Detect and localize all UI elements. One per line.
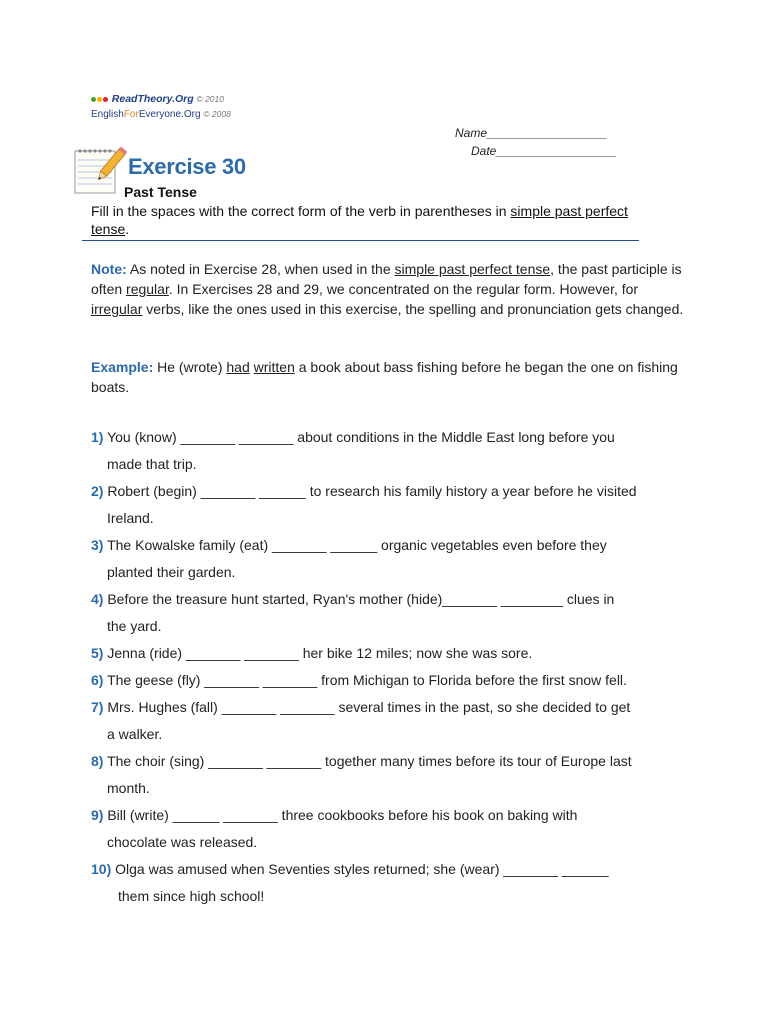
- example-underline-2: written: [253, 359, 295, 375]
- item-text: Olga was amused when Seventies styles returned; she (wear) _______ ______: [111, 861, 609, 877]
- example-label: Example:: [91, 359, 154, 375]
- note-text-4: verbs, like the ones used in this exercise, the spelling and pronunciation gets changed.: [142, 301, 684, 317]
- divider-line: [82, 240, 639, 241]
- item-text: Robert (begin) _______ ______ to research his family history a year before he visited: [103, 483, 637, 499]
- logo2-english: English: [91, 109, 124, 120]
- readtheory-logo: [91, 93, 224, 105]
- logo-dots-icon: [91, 94, 109, 105]
- exercise-item: [91, 586, 691, 640]
- item-text: Jenna (ride) _______ _______ her bike 12 miles; now she was sore.: [103, 645, 533, 661]
- item-continuation: planted their garden.: [107, 564, 236, 580]
- note-paragraph: [91, 259, 691, 319]
- instructions-text: Fill in the spaces with the correct form of the verb in parentheses in: [91, 203, 511, 219]
- note-text-3: . In Exercises 28 and 29, we concentrated on the regular form. However, for: [168, 281, 639, 297]
- instructions-underlined: simple past perfect tense: [91, 203, 628, 237]
- item-number: 6): [91, 672, 104, 688]
- item-number: 8): [91, 753, 104, 769]
- item-text: Bill (write) ______ _______ three cookbooks before his book on baking with: [103, 807, 578, 823]
- item-number: 2): [91, 483, 104, 499]
- item-number: 10): [91, 861, 112, 877]
- item-number: 7): [91, 699, 104, 715]
- exercise-item: [91, 802, 691, 856]
- logo-copyright: © 2010: [196, 94, 224, 104]
- notepad-pencil-icon: [72, 144, 128, 196]
- exercise-item: [91, 640, 691, 667]
- item-continuation: Ireland.: [107, 510, 154, 526]
- exercise-title: Exercise 30: [128, 154, 246, 179]
- example-text-3: a book about bass fishing before he began the one on fishing boats.: [91, 359, 678, 395]
- item-continuation: month.: [107, 780, 150, 796]
- example-underline-1: had: [226, 359, 250, 375]
- item-number: 1): [91, 429, 104, 445]
- exercise-item: [91, 748, 691, 802]
- note-text-1: As noted in Exercise 28, when used in the: [126, 261, 395, 277]
- instructions: [91, 202, 651, 238]
- item-continuation: them since high school!: [118, 888, 265, 904]
- item-text: Mrs. Hughes (fall) _______ _______ several times in the past, so she decided to get: [103, 699, 631, 715]
- exercise-item: [91, 667, 691, 694]
- item-number: 9): [91, 807, 104, 823]
- example-paragraph: [91, 357, 691, 397]
- item-continuation: a walker.: [107, 726, 163, 742]
- exercise-items: [91, 424, 691, 910]
- item-number: 4): [91, 591, 104, 607]
- item-text: Before the treasure hunt started, Ryan's mother (hide)_______ ________ clues in: [103, 591, 615, 607]
- item-continuation: the yard.: [107, 618, 162, 634]
- item-number: 5): [91, 645, 104, 661]
- englishforeveryone-logo: [91, 109, 231, 120]
- exercise-item: [91, 694, 691, 748]
- name-date-fields: [455, 124, 616, 160]
- exercise-item: [91, 424, 691, 478]
- item-text: The Kowalske family (eat) _______ ______ organic vegetables even before they: [103, 537, 607, 553]
- note-underline-2: regular: [126, 281, 169, 297]
- exercise-item: [91, 532, 691, 586]
- logo2-everyone: Everyone: [138, 109, 182, 120]
- note-label: Note:: [91, 261, 127, 277]
- note-underline-3: irregular: [91, 301, 143, 317]
- name-field[interactable]: Name__________________: [455, 126, 608, 140]
- logo2-for: For: [123, 109, 139, 120]
- exercise-subtitle: Past Tense: [124, 184, 197, 200]
- note-underline-1: simple past perfect tense: [394, 261, 551, 277]
- item-text: You (know) _______ _______ about conditions in the Middle East long before you: [103, 429, 615, 445]
- item-text: The choir (sing) _______ _______ together many times before its tour of Europe last: [103, 753, 632, 769]
- logo2-copyright: © 2008: [203, 109, 231, 119]
- exercise-item: [91, 856, 691, 910]
- item-continuation: made that trip.: [107, 456, 197, 472]
- item-continuation: chocolate was released.: [107, 834, 258, 850]
- note-text-2: , the past participle is often: [91, 261, 682, 297]
- instructions-end: .: [125, 221, 130, 237]
- item-text: The geese (fly) _______ _______ from Michigan to Florida before the first snow fell.: [103, 672, 627, 688]
- item-number: 3): [91, 537, 104, 553]
- exercise-item: [91, 478, 691, 532]
- date-field[interactable]: Date__________________: [471, 144, 617, 158]
- example-text-1: He (wrote): [153, 359, 227, 375]
- logo-site-name: ReadTheory.Org: [111, 93, 194, 105]
- logo2-org: .Org: [181, 109, 201, 120]
